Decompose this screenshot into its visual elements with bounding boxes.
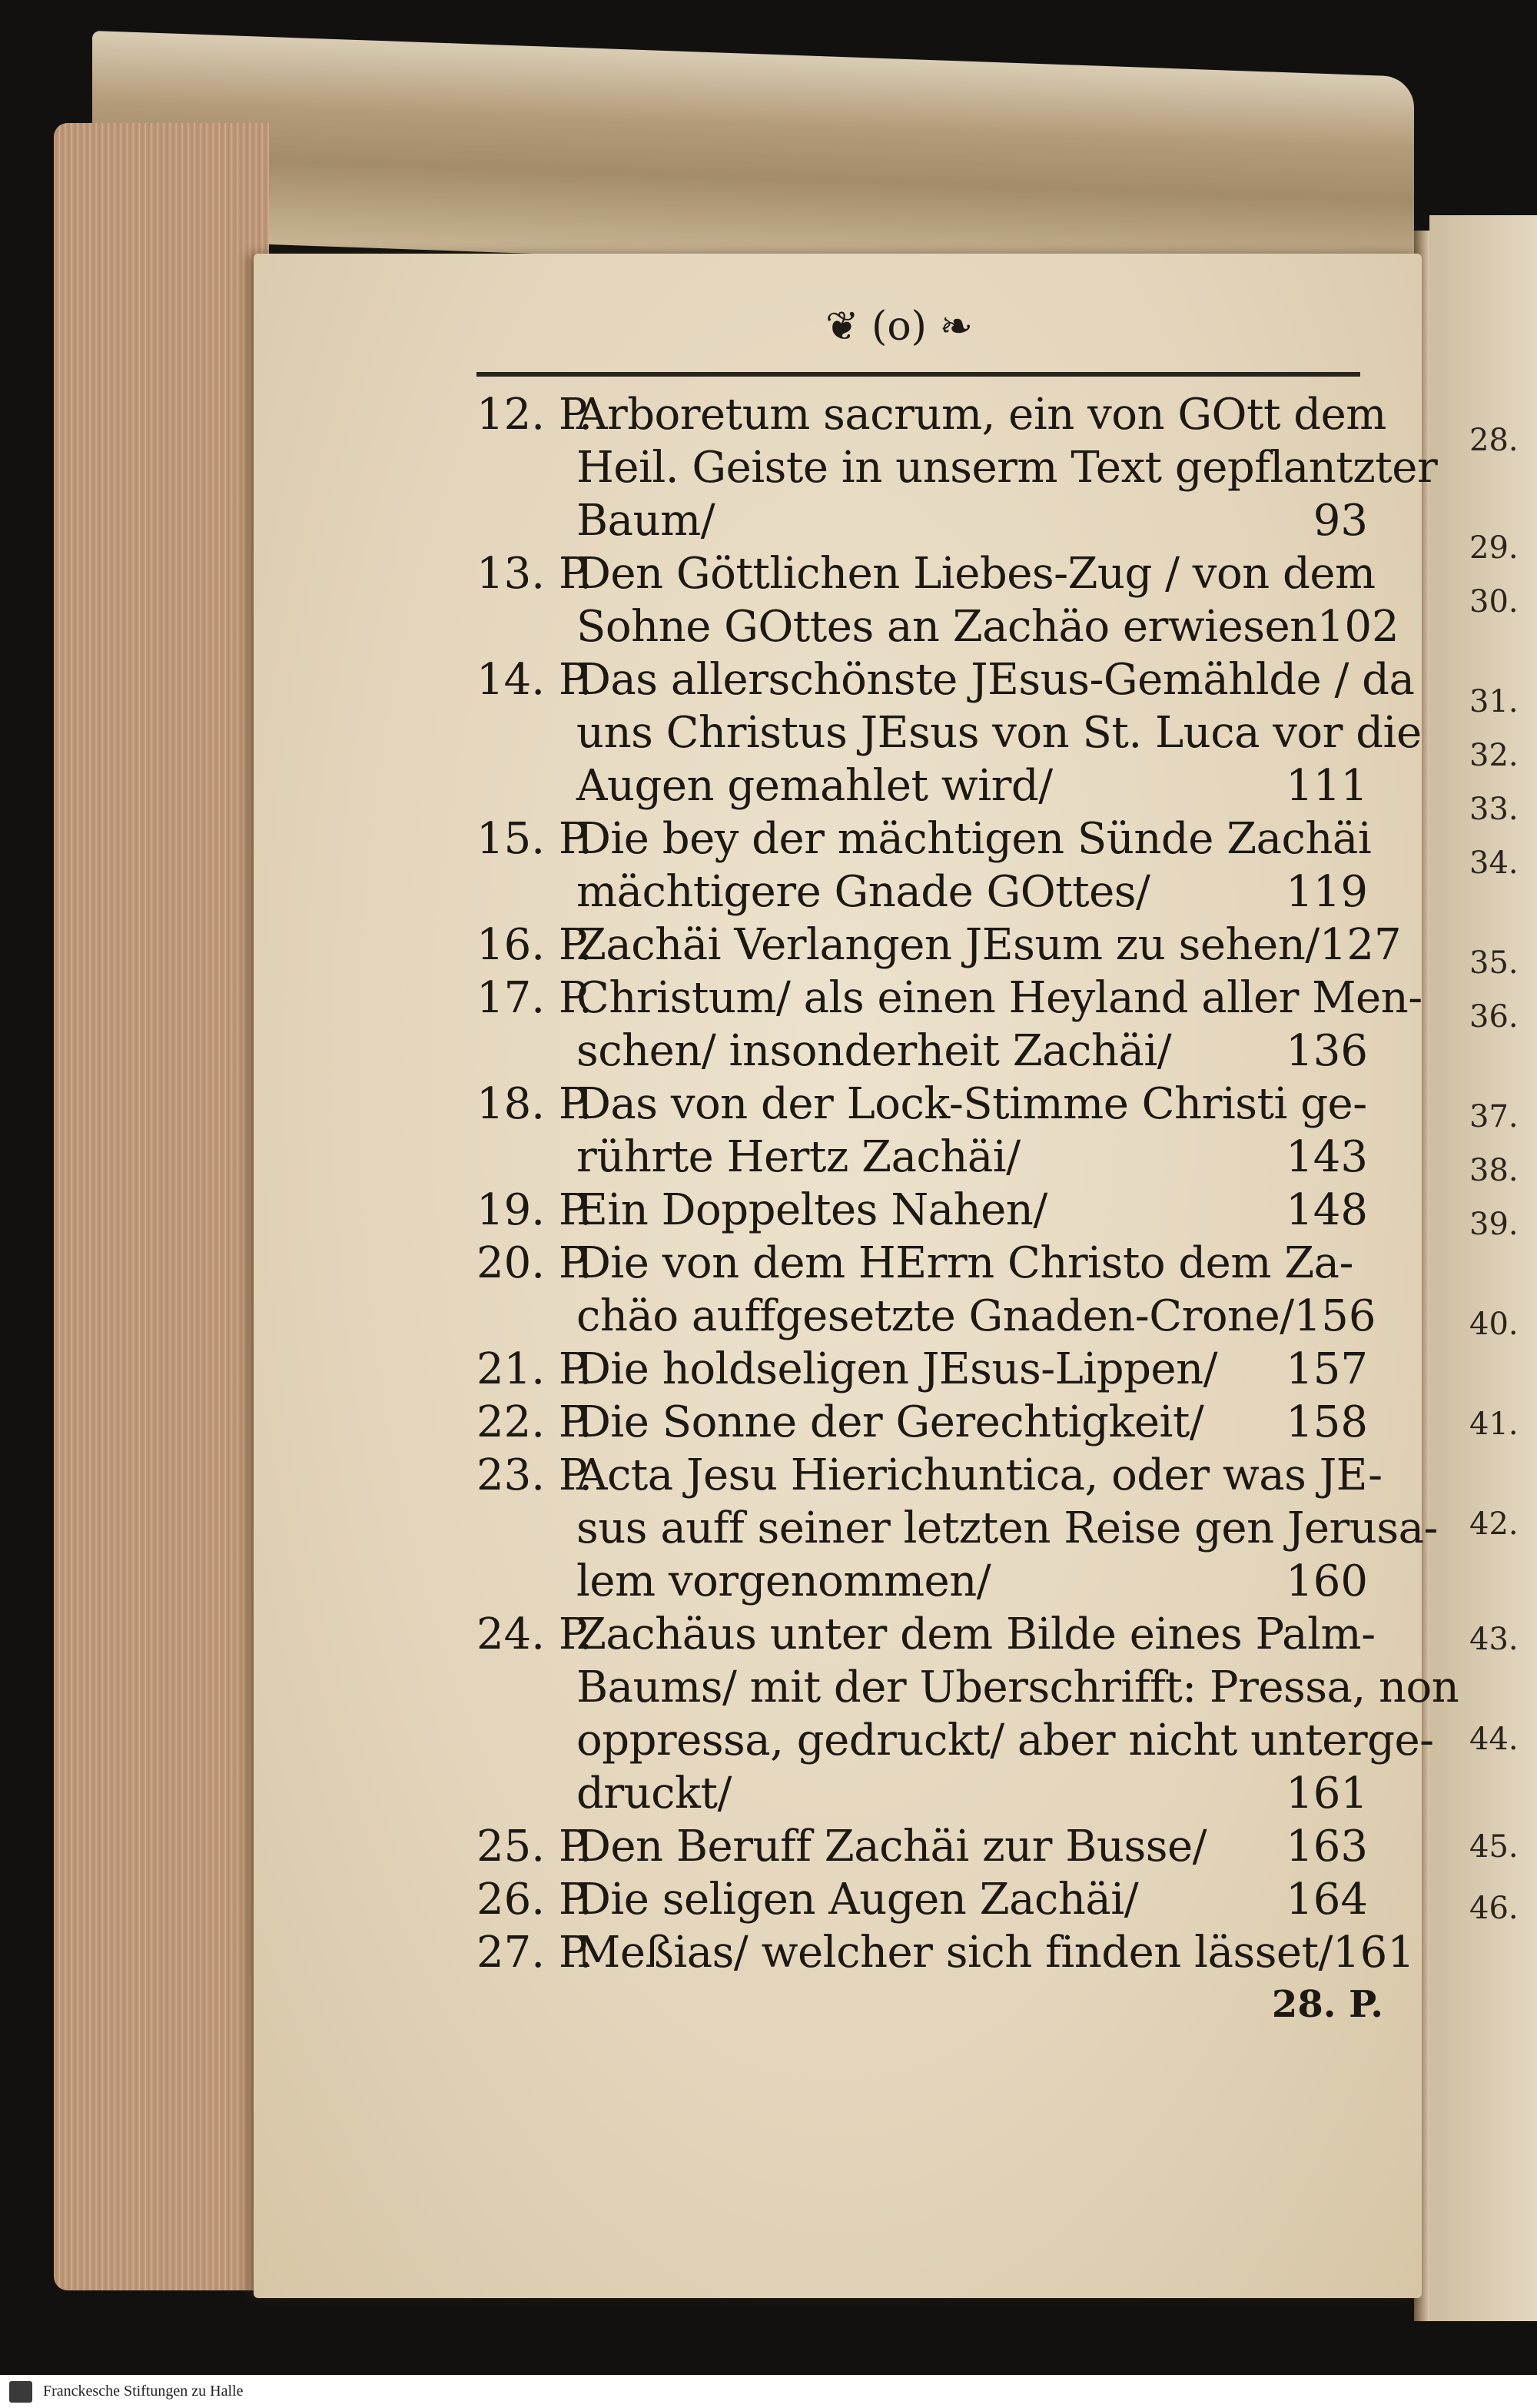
toc-entry xyxy=(476,547,1399,653)
page-number: 143 xyxy=(1286,1132,1368,1182)
entry-title: Augen gemahlet wird/ xyxy=(576,761,1053,811)
toc-line xyxy=(476,1661,1459,1714)
facing-page-number: 41. xyxy=(1469,1407,1519,1442)
facing-page-number: 36. xyxy=(1469,999,1519,1035)
page-number: 161 xyxy=(1332,1928,1415,1978)
toc-line xyxy=(476,1767,1368,1820)
page-number: 163 xyxy=(1286,1822,1368,1872)
toc-entry xyxy=(476,812,1372,918)
toc-line xyxy=(476,1237,1368,1290)
entry-title: Den Göttlichen Liebes-Zug / von dem xyxy=(576,549,1376,599)
entry-number: 13. P. xyxy=(476,549,593,599)
page-number: 157 xyxy=(1286,1344,1368,1394)
entry-title: Ein Doppeltes Nahen/ xyxy=(576,1185,1047,1235)
toc-line xyxy=(476,1396,1368,1449)
entry-number: 26. P. xyxy=(476,1875,593,1925)
page-header-ornament: ❦ (o) ❧ xyxy=(825,304,974,350)
page-number: 156 xyxy=(1293,1291,1376,1341)
facing-page-number: 38. xyxy=(1469,1153,1519,1188)
entry-title: Den Beruff Zachäi zur Busse/ xyxy=(576,1822,1207,1872)
footer-bar xyxy=(0,2375,1537,2408)
toc-line xyxy=(476,600,1399,653)
facing-page-number: 42. xyxy=(1469,1506,1519,1542)
facing-page-number: 28. xyxy=(1469,423,1519,458)
indent xyxy=(476,1025,576,1078)
facing-page-number: 39. xyxy=(1469,1207,1519,1242)
entry-title: Baums/ mit der Uberschrifft: Pressa, non xyxy=(576,1662,1459,1712)
footer-institution: Franckesche Stiftungen zu Halle xyxy=(43,2383,244,2400)
entry-title: Die bey der mächtigen Sünde Zachäi xyxy=(576,814,1372,864)
page-number: 136 xyxy=(1286,1026,1368,1076)
entry-title: Zachäus unter dem Bilde eines Palm- xyxy=(576,1609,1376,1659)
indent xyxy=(476,1502,576,1555)
entry-title: Meßias/ welcher sich finden lässet/ xyxy=(576,1928,1333,1978)
facing-page-number: 33. xyxy=(1469,792,1519,827)
entry-number: 23. P. xyxy=(476,1450,593,1500)
catchword: 28. P. xyxy=(1271,1983,1383,2026)
book-page-edges xyxy=(54,123,269,2290)
entry-title: mächtigere Gnade GOttes/ xyxy=(576,867,1150,917)
page-number: 161 xyxy=(1286,1769,1368,1818)
toc-line xyxy=(476,918,1402,972)
toc-line xyxy=(476,759,1368,812)
facing-page-number: 34. xyxy=(1469,845,1519,881)
page-number: 164 xyxy=(1286,1875,1368,1925)
entry-number: 24. P. xyxy=(476,1609,593,1659)
page-number: 148 xyxy=(1286,1185,1368,1235)
entry-number: 20. P. xyxy=(476,1238,593,1288)
toc-entry xyxy=(476,918,1402,972)
facing-page-number: 29. xyxy=(1469,530,1519,566)
entry-title: Christum/ als einen Heyland aller Men- xyxy=(576,973,1422,1023)
entry-title: sus auff seiner letzten Reise gen Jerusa- xyxy=(576,1503,1438,1553)
toc-line xyxy=(476,547,1376,600)
entry-title: Arboretum sacrum, ein von GOtt dem xyxy=(576,390,1386,440)
toc-line xyxy=(476,441,1438,494)
toc-line xyxy=(476,1131,1368,1184)
entry-number: 15. P. xyxy=(476,814,593,864)
entry-number: 21. P. xyxy=(476,1344,593,1394)
toc-line xyxy=(476,1449,1383,1502)
indent xyxy=(476,441,576,494)
toc-line xyxy=(476,1555,1368,1608)
indent xyxy=(476,1555,576,1608)
facing-page-number: 31. xyxy=(1469,684,1519,719)
entry-title: Die holdseligen JEsus-Lippen/ xyxy=(576,1344,1218,1394)
toc-line xyxy=(476,972,1422,1025)
toc-entry xyxy=(476,388,1438,547)
indent xyxy=(476,600,576,653)
table-of-contents xyxy=(476,388,1459,1979)
entry-title: Baum/ xyxy=(576,496,715,546)
institution-logo-icon xyxy=(9,2381,32,2403)
page-number: 102 xyxy=(1316,602,1399,652)
entry-title: uns Christus JEsus von St. Luca vor die xyxy=(576,708,1422,758)
toc-entry xyxy=(476,1873,1368,1926)
indent xyxy=(476,1767,576,1820)
toc-entry xyxy=(476,1820,1368,1873)
facing-page-number: 44. xyxy=(1469,1722,1519,1757)
book-top-edge xyxy=(92,31,1414,284)
entry-title: Heil. Geiste in unserm Text gepflantzter xyxy=(576,443,1438,493)
page-number: 119 xyxy=(1286,867,1368,917)
facing-page-number: 35. xyxy=(1469,945,1519,981)
indent xyxy=(476,1290,576,1343)
entry-title: Acta Jesu Hierichuntica, oder was JE- xyxy=(576,1450,1383,1500)
facing-page-number: 40. xyxy=(1469,1307,1519,1342)
indent xyxy=(476,494,576,547)
toc-line xyxy=(476,1873,1368,1926)
entry-title: Das allerschönste JEsus-Gemählde / da xyxy=(576,655,1415,705)
toc-entry xyxy=(476,972,1422,1078)
toc-line xyxy=(476,1184,1368,1237)
entry-number: 18. P. xyxy=(476,1079,593,1129)
toc-entry xyxy=(476,1396,1368,1449)
toc-line xyxy=(476,1025,1368,1078)
page-number: 111 xyxy=(1286,761,1368,811)
indent xyxy=(476,1131,576,1184)
entry-number: 19. P. xyxy=(476,1185,593,1235)
toc-entry xyxy=(476,1449,1438,1608)
toc-entry xyxy=(476,1926,1415,1979)
entry-title: Die Sonne der Gerechtigkeit/ xyxy=(576,1397,1204,1447)
toc-line xyxy=(476,1926,1415,1979)
page-number: 158 xyxy=(1286,1397,1368,1447)
toc-line xyxy=(476,1290,1376,1343)
entry-number: 16. P. xyxy=(476,920,593,970)
toc-entry xyxy=(476,653,1422,812)
facing-page-number: 37. xyxy=(1469,1099,1519,1134)
toc-line xyxy=(476,1608,1376,1661)
entry-number: 12. P. xyxy=(476,390,593,440)
facing-page-number: 46. xyxy=(1469,1891,1519,1926)
entry-title: chäo auffgesetzte Gnaden-Crone/ xyxy=(576,1291,1294,1341)
entry-title: Zachäi Verlangen JEsum zu sehen/ xyxy=(576,920,1320,970)
facing-page-number: 45. xyxy=(1469,1829,1519,1865)
toc-line xyxy=(476,865,1368,918)
toc-entry xyxy=(476,1237,1376,1343)
entry-title: rührte Hertz Zachäi/ xyxy=(576,1132,1021,1182)
toc-line xyxy=(476,388,1386,441)
entry-number: 27. P. xyxy=(476,1928,593,1978)
entry-title: schen/ insonderheit Zachäi/ xyxy=(576,1026,1172,1076)
entry-number: 25. P. xyxy=(476,1822,593,1872)
toc-line xyxy=(476,1502,1438,1555)
entry-title: Sohne GOttes an Zachäo erwiesen xyxy=(576,602,1317,652)
entry-number: 14. P. xyxy=(476,655,593,705)
toc-entry xyxy=(476,1343,1368,1396)
facing-page-number: 43. xyxy=(1469,1622,1519,1657)
indent xyxy=(476,706,576,759)
indent xyxy=(476,865,576,918)
toc-entry xyxy=(476,1184,1368,1237)
page-number: 160 xyxy=(1286,1556,1368,1606)
entry-title: Die von dem HErrn Christo dem Za- xyxy=(576,1238,1353,1288)
indent xyxy=(476,1661,576,1714)
entry-title: oppressa, gedruckt/ aber nicht unterge- xyxy=(576,1715,1434,1765)
toc-line xyxy=(476,1714,1434,1767)
toc-line xyxy=(476,494,1368,547)
entry-title: druckt/ xyxy=(576,1769,732,1818)
indent xyxy=(476,759,576,812)
toc-line xyxy=(476,653,1415,706)
entry-title: Die seligen Augen Zachäi/ xyxy=(576,1875,1139,1925)
page-number: 93 xyxy=(1313,496,1368,546)
entry-number: 22. P. xyxy=(476,1397,593,1447)
page-number: 127 xyxy=(1319,920,1402,970)
toc-line xyxy=(476,1343,1368,1396)
facing-page-number: 30. xyxy=(1469,584,1519,619)
entry-title: lem vorgenommen/ xyxy=(576,1556,991,1606)
entry-title: Das von der Lock-Stimme Christi ge- xyxy=(576,1079,1367,1129)
toc-entry xyxy=(476,1078,1368,1184)
header-rule xyxy=(476,372,1360,377)
toc-line xyxy=(476,1820,1368,1873)
facing-page-number: 32. xyxy=(1469,738,1519,773)
entry-number: 17. P. xyxy=(476,973,593,1023)
toc-line xyxy=(476,1078,1368,1131)
toc-line xyxy=(476,706,1422,759)
indent xyxy=(476,1714,576,1767)
toc-line xyxy=(476,812,1372,865)
toc-entry xyxy=(476,1608,1459,1820)
